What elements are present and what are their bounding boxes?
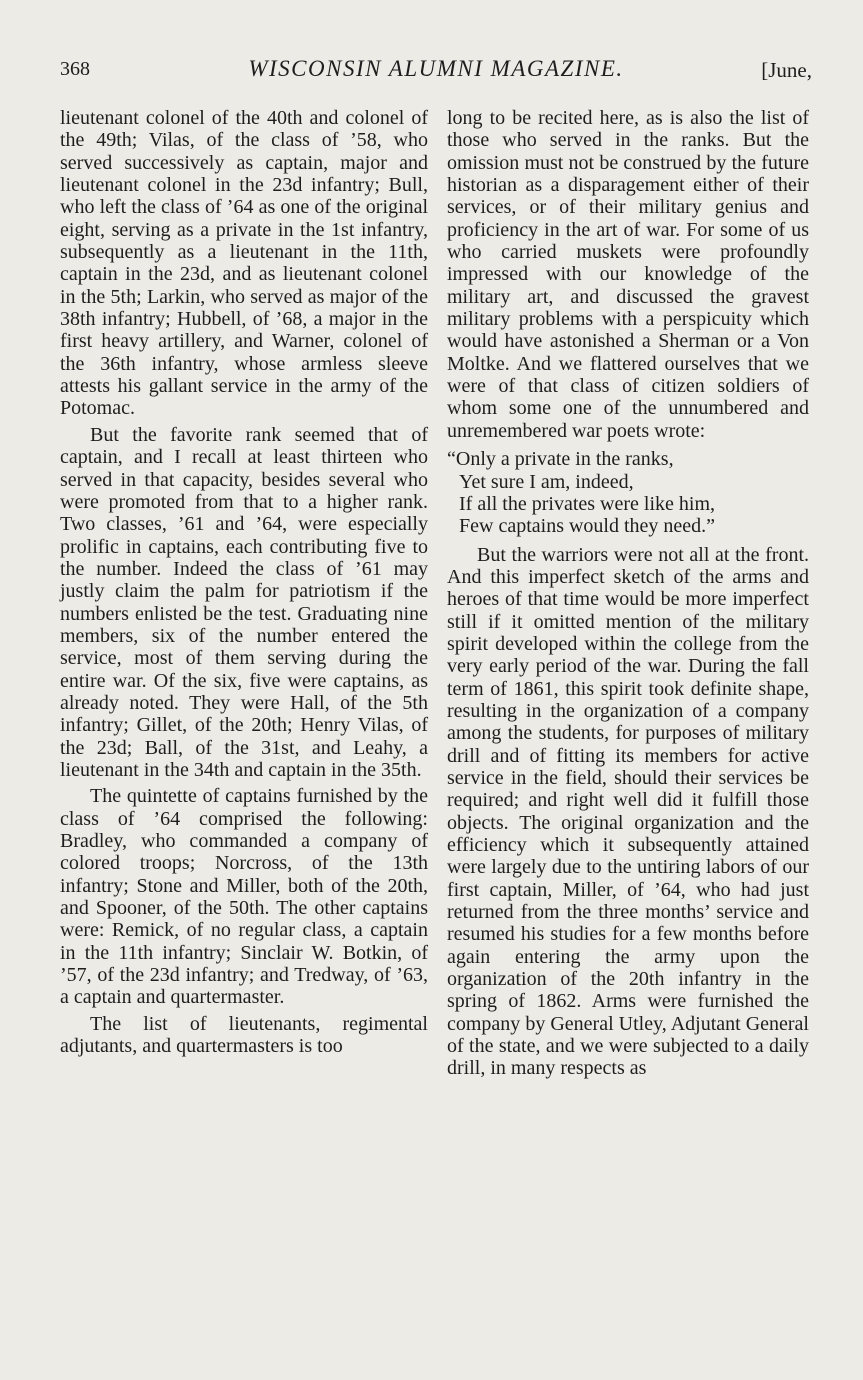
poem-line: Few captains would they need.” <box>459 515 716 538</box>
poem-line: Yet sure I am, indeed, <box>459 470 634 493</box>
page-number: 368 <box>60 58 90 80</box>
right-column <box>447 107 809 1080</box>
page-header <box>60 56 812 88</box>
poem-line: If all the privates were like him, <box>459 492 716 515</box>
paragraph: The quintette of captains furnished by the class of ’64 comprised the following: Bradley, who commanded a company of colored troops; Norcross, of the 13th infantry; Stone and Miller, both of the 20th, and Spooner, of the 50th. The other captains were: Remick, of no regular class, a captain in the 11th infantry; Sinclair W. Botkin, of ’57, of the 23d infantry; and Tredway, of ’63, a captain and quartermaster. <box>60 785 428 1009</box>
poem-quote <box>447 448 809 537</box>
paragraph: But the warriors were not all at the front. And this imperfect sketch of the arms and heroes of that time would be more imperfect still if it omitted mention of the military spirit developed within the college from the very early period of the war. During the fall term of 1861, this spirit took definite shape, resulting in the organization of a company among the students, for purposes of military drill and of fitting its members for active service in the field, should their services be required; and right well did it fulfill those objects. The original organization and the efficiency which it subsequently attained were largely due to the untiring labors of our first captain, Miller, of ’64, who had just returned from the three months’ service and resumed his studies for a few months before again entering the army upon the organization of the 20th infantry in the spring of 1862. Arms were furnished the company by General Utley, Adjutant General of the state, and we were subjected to a daily drill, in many respects as <box>447 543 809 1080</box>
left-column <box>60 107 428 1057</box>
paragraph: lieutenant colonel of the 40th and colonel of the 49th; Vilas, of the class of ’58, who served successively as captain, major and lieutenant colonel in the 23d infantry; Bull, who left the class of ’64 as one of the original eight, serving as a private in the 1st infantry, subsequently as a lieutenant in the 11th, captain in the 23d, and as lieutenant colonel in the 5th; Larkin, who served as major of the 38th infantry; Hubbell, of ’68, a major in the first heavy artillery, and Warner, colonel of the 36th infantry, whose armless sleeve attests his gallant service in the army of the Potomac. <box>60 107 428 420</box>
poem-line: “Only a private in the ranks, <box>447 448 674 471</box>
paragraph: The list of lieutenants, regimental adjutants, and quartermasters is too <box>60 1012 428 1058</box>
paragraph: But the favorite rank seemed that of captain, and I recall at least thirteen who served in that capacity, besides several who were promoted from that to a higher rank. Two classes, ’61 and ’64, were especially prolific in captains, each contributing five to the number. Indeed the class of ’61 may justly claim the palm for patriotism if the numbers enlisted be the test. Graduating nine members, six of the number entered the service, most of them serving during the entire war. Of the six, five were captains, as already noted. They were Hall, of the 5th infantry; Gillet, of the 20th; Henry Vilas, of the 23d; Ball, of the 31st, and Leahy, a lieutenant in the 34th and captain in the 35th. <box>60 423 428 781</box>
journal-title: WISCONSIN ALUMNI MAGAZINE. <box>248 56 624 81</box>
paragraph: long to be recited here, as is also the list of those who served in the ranks. But the omission must not be construed by the future historian as a disparagement either of their services, or of their military genius and proficiency in the art of war. For some of us who carried muskets were profoundly impressed with our knowledge of the military art, and discussed the gravest military problems with a perspicuity which would have astonished a Sherman or a Von Moltke. And we flattered ourselves that we were of that class of citizen soldiers of whom some one of the unnumbered and unremembered war poets wrote: <box>447 107 809 442</box>
issue-month: [June, <box>761 58 812 82</box>
